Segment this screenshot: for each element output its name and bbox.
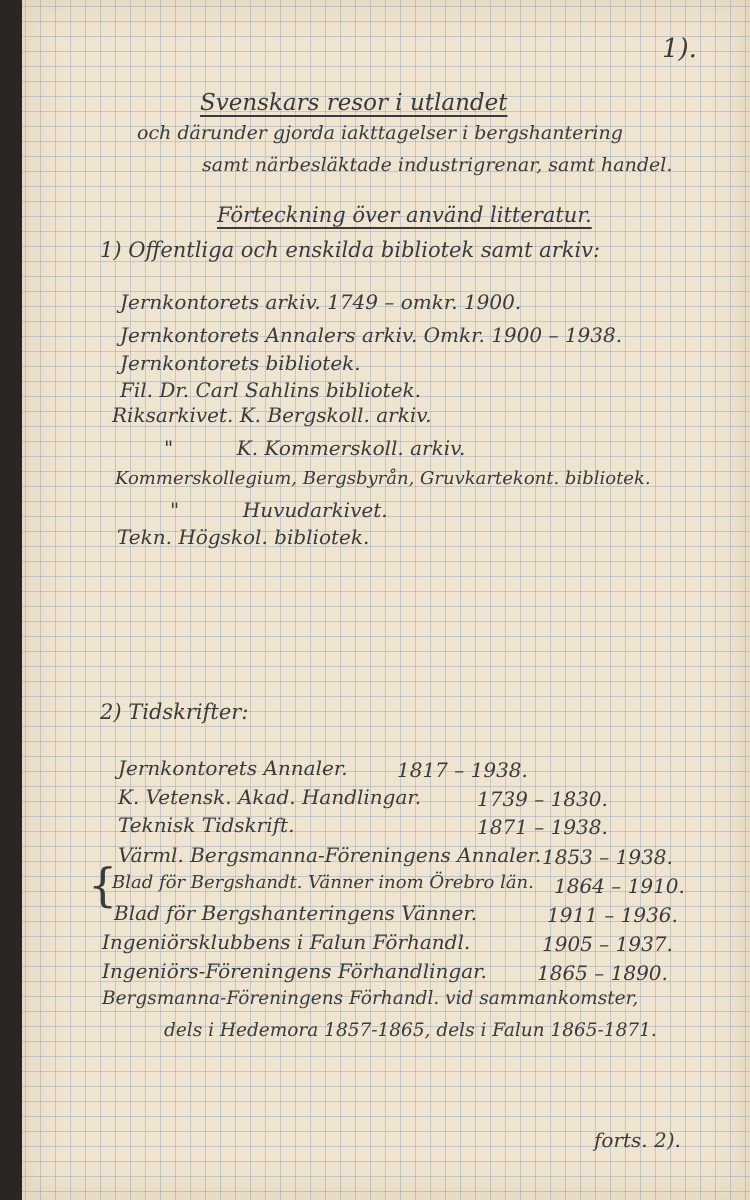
- journal-years: 1905 – 1937.: [542, 932, 673, 956]
- archive-item: Fil. Dr. Carl Sahlins bibliotek.: [120, 378, 422, 402]
- journal-name: Ingeniörs-Föreningens Förhandlingar.: [102, 959, 487, 983]
- journal-name: Jernkontorets Annaler.: [118, 756, 348, 780]
- archive-item: Tekn. Högskol. bibliotek.: [117, 525, 370, 549]
- page-number: 1).: [662, 34, 697, 64]
- journal-name: Blad för Bergshandt. Vänner inom Örebro län.: [112, 872, 534, 893]
- brace-mark: {: [88, 858, 118, 912]
- continuation-note: forts. 2).: [594, 1128, 681, 1152]
- section-1-heading: 1) Offentliga och enskilda bibliotek samt arkiv:: [100, 238, 601, 262]
- document-title: Svenskars resor i utlandet: [200, 90, 508, 116]
- archive-item: Kommerskollegium, Bergsbyrån, Gruvkartekont. bibliotek.: [115, 468, 651, 489]
- section-2-heading: 2) Tidskrifter:: [100, 700, 249, 724]
- journal-years: 1911 – 1936.: [547, 903, 678, 927]
- journal-years: 1871 – 1938.: [477, 815, 608, 839]
- archive-item: Jernkontorets Annalers arkiv. Omkr. 1900 – 1938.: [120, 323, 623, 347]
- title-line-3: samt närbesläktade industrigrenar, samt handel.: [202, 154, 673, 176]
- journal-name: Blad för Bergshanteringens Vänner.: [114, 901, 478, 925]
- journal-years: 1853 – 1938.: [542, 845, 673, 869]
- journal-note-line-2: dels i Hedemora 1857-1865, dels i Falun 1865-1871.: [164, 1020, 657, 1041]
- journal-name: Teknisk Tidskrift.: [118, 813, 295, 837]
- journal-note-line-1: Bergsmanna-Föreningens Förhandl. vid sammankomster,: [102, 988, 639, 1009]
- journal-name: K. Vetensk. Akad. Handlingar.: [118, 785, 422, 809]
- archive-item: " Huvudarkivet.: [170, 498, 388, 522]
- title-line-2: och därunder gjorda iakttagelser i bergshantering: [137, 122, 623, 144]
- journal-years: 1817 – 1938.: [397, 758, 528, 782]
- archive-item: Riksarkivet. K. Bergskoll. arkiv.: [112, 403, 432, 427]
- archive-item: Jernkontorets bibliotek.: [120, 351, 361, 375]
- archive-item: Jernkontorets arkiv. 1749 – omkr. 1900.: [120, 290, 522, 314]
- journal-years: 1864 – 1910.: [554, 874, 685, 898]
- bibliography-title: Förteckning över använd litteratur.: [217, 203, 592, 227]
- journal-name: Värml. Bergsmanna-Föreningens Annaler.: [118, 843, 542, 867]
- archive-item: " K. Kommerskoll. arkiv.: [164, 436, 466, 460]
- journal-name: Ingeniörsklubbens i Falun Förhandl.: [102, 930, 471, 954]
- manuscript-page: [22, 0, 750, 1200]
- journal-years: 1739 – 1830.: [477, 787, 608, 811]
- journal-years: 1865 – 1890.: [537, 961, 668, 985]
